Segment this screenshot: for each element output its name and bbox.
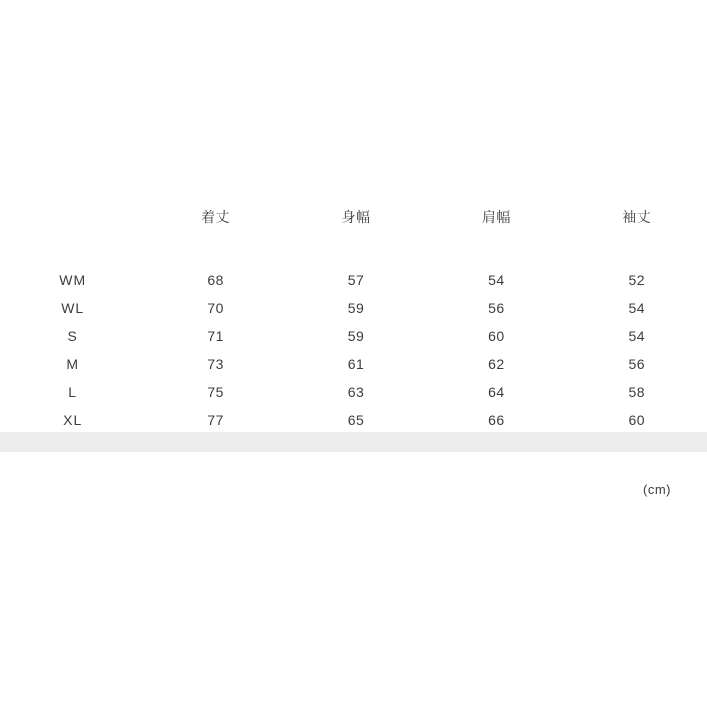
table-header-row bbox=[0, 196, 707, 238]
column-header-length: 着丈 bbox=[201, 209, 231, 225]
cell-shoulder: 62 bbox=[488, 356, 505, 372]
table-row bbox=[0, 294, 707, 322]
cell-width: 65 bbox=[347, 412, 365, 428]
column-header-size bbox=[0, 196, 145, 238]
column-header-sleeve: 袖丈 bbox=[622, 209, 652, 225]
cell-sleeve: 60 bbox=[628, 412, 646, 428]
cell-sleeve: 58 bbox=[628, 384, 646, 400]
size-chart-table bbox=[0, 196, 707, 434]
table-spacer-row bbox=[0, 238, 707, 266]
row-label: WM bbox=[59, 272, 87, 288]
table-body bbox=[0, 238, 707, 434]
cell-width: 59 bbox=[347, 300, 365, 316]
cell-shoulder: 66 bbox=[488, 412, 505, 428]
cell-sleeve: 52 bbox=[628, 272, 646, 288]
cell-width: 57 bbox=[347, 272, 365, 288]
table-header bbox=[0, 196, 707, 238]
table-row bbox=[0, 266, 707, 294]
cell-shoulder: 54 bbox=[488, 272, 505, 288]
cell-shoulder: 56 bbox=[488, 300, 505, 316]
cell-length: 75 bbox=[207, 384, 224, 400]
cell-length: 70 bbox=[207, 300, 224, 316]
cell-length: 68 bbox=[207, 272, 224, 288]
row-label: XL bbox=[63, 412, 83, 428]
cell-width: 61 bbox=[347, 356, 365, 372]
divider-band bbox=[0, 432, 707, 452]
cell-sleeve: 54 bbox=[628, 328, 646, 344]
table-row bbox=[0, 350, 707, 378]
table-row bbox=[0, 322, 707, 350]
row-label: S bbox=[67, 328, 78, 344]
row-label: WL bbox=[61, 300, 85, 316]
unit-note: (cm) bbox=[643, 482, 671, 497]
table-row bbox=[0, 378, 707, 406]
cell-length: 77 bbox=[207, 412, 224, 428]
column-header-width: 身幅 bbox=[341, 209, 371, 225]
table-row bbox=[0, 406, 707, 434]
cell-length: 71 bbox=[207, 328, 224, 344]
column-header-shoulder: 肩幅 bbox=[481, 209, 511, 225]
cell-width: 63 bbox=[347, 384, 365, 400]
cell-sleeve: 56 bbox=[628, 356, 646, 372]
cell-sleeve: 54 bbox=[628, 300, 646, 316]
cell-shoulder: 60 bbox=[488, 328, 505, 344]
row-label: L bbox=[68, 384, 78, 400]
cell-width: 59 bbox=[347, 328, 365, 344]
row-label: M bbox=[66, 356, 80, 372]
cell-shoulder: 64 bbox=[488, 384, 505, 400]
cell-length: 73 bbox=[207, 356, 224, 372]
